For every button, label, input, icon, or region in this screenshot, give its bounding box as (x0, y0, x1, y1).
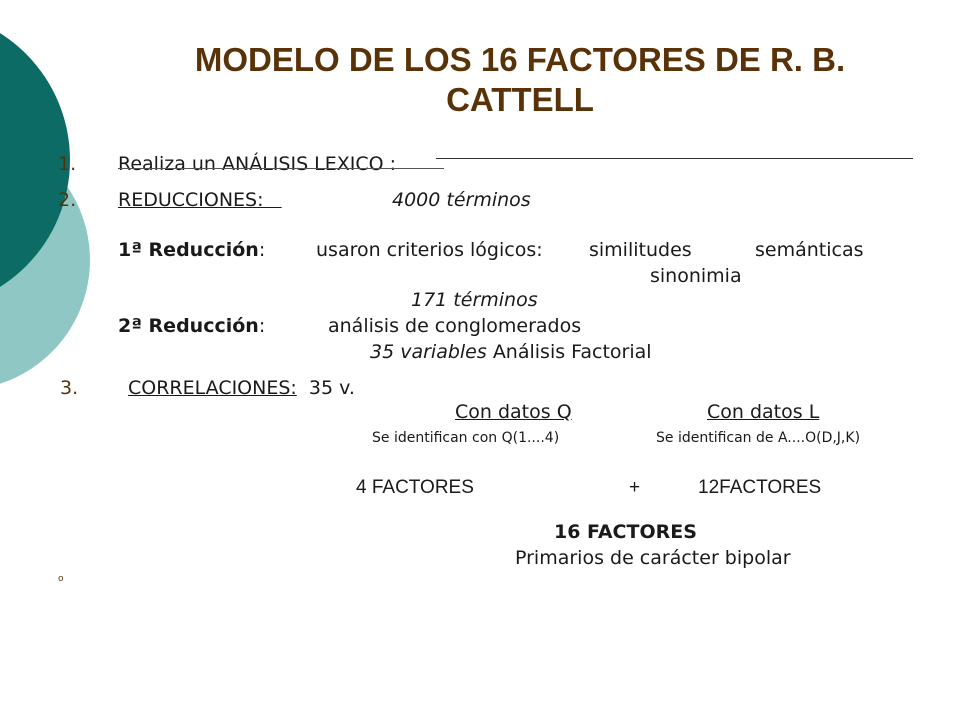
sixteen-factors: 16 FACTORES (554, 521, 697, 543)
second-reduction-label: 2ª Reducción (118, 315, 259, 337)
item-2-number (58, 188, 76, 212)
item-3-line (128, 376, 355, 400)
sinonimia-text: sinonimia (650, 265, 742, 287)
analisis-text: Análisis Factorial (492, 341, 652, 363)
variables-35: 35 v. (308, 377, 355, 399)
terms-171: 171 términos (411, 289, 538, 311)
q-description: Se identifican con Q(1....4) (372, 430, 560, 446)
horizontal-rule (436, 158, 913, 159)
first-reduction (118, 238, 265, 262)
terms-4000: 4000 términos (392, 189, 531, 211)
item-3-num: 3. (60, 377, 79, 399)
bullet-marker: o (58, 574, 64, 584)
variables-text: 35 variables (370, 341, 487, 363)
plus-sign: + (629, 477, 641, 498)
item-1-number: 1. (58, 153, 77, 175)
similitudes-text: similitudes (589, 239, 692, 261)
item-2-num: 2. (58, 189, 77, 211)
twelve-factors: 12FACTORES (698, 477, 822, 498)
page-title: MODELO DE LOS 16 FACTORES DE R. B. CATTELL (194, 41, 846, 118)
first-reduction-label: 1ª Reducción (118, 239, 259, 261)
item-1-text: Realiza un ANÁLISIS LEXICO : (118, 153, 397, 175)
correlaciones-label: CORRELACIONES: (128, 377, 297, 399)
strike-line (118, 168, 444, 169)
first-reduction-text: usaron criterios lógicos: (316, 239, 543, 261)
semanticas-text: semánticas (755, 239, 864, 261)
item-3-number (60, 376, 78, 400)
reducciones-label: REDUCCIONES: (118, 189, 264, 211)
variables-line (370, 340, 652, 364)
second-reduction (118, 314, 265, 338)
l-description: Se identifican de A....O(D,J,K) (656, 430, 861, 446)
con-datos-q: Con datos Q (455, 401, 572, 423)
first-colon: : (258, 239, 266, 261)
four-factors: 4 FACTORES (356, 477, 474, 498)
item-2-label (118, 188, 282, 212)
con-datos-l: Con datos L (707, 401, 820, 423)
item-1 (58, 152, 76, 176)
second-colon: : (258, 315, 266, 337)
primarios-text: Primarios de carácter bipolar (515, 547, 791, 569)
second-reduction-text: análisis de conglomerados (328, 315, 582, 337)
